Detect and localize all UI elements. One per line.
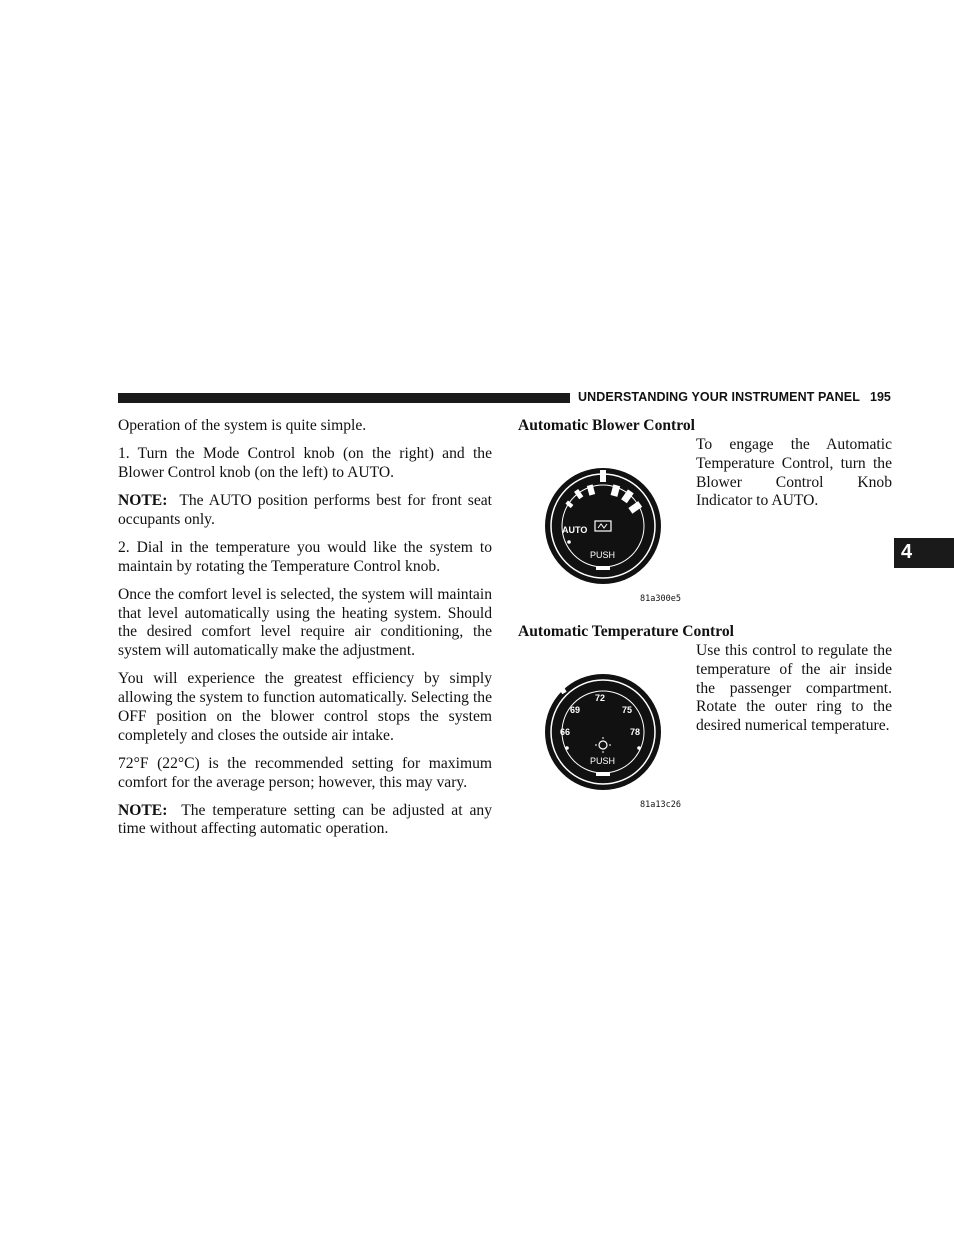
note-auto [118,492,492,530]
left-column [118,417,492,849]
knob-auto-label: AUTO [562,525,588,535]
chapter-tab [894,538,954,568]
note-temperature [118,802,492,840]
dial-label-66: 66 [560,727,571,737]
temperature-heading: Automatic Temperature Control [518,623,734,640]
running-header: UNDERSTANDING YOUR INSTRUMENT PANEL [578,390,860,404]
paragraph-step-2: 2. Dial in the temperature you would like the system to maintain by rotating the Temperature Control knob. [118,538,492,575]
note-text: The temperature setting can be adjusted at any time without affecting automatic operation. [118,801,492,838]
paragraph-intro: Operation of the system is quite simple. [118,417,367,434]
note-label: NOTE: [118,801,168,819]
temperature-text: Use this control to regulate the temperature of the air inside the passenger compartment. Rotate the outer ring to the desired numerical temperature. [696,642,892,735]
knob-push-label: PUSH [590,550,616,560]
note-text: The AUTO position performs best for front seat occupants only. [118,491,492,528]
header-rule [118,393,570,403]
dial-label-69: 69 [570,705,581,715]
blower-heading: Automatic Blower Control [518,417,695,434]
blower-text: To engage the Automatic Temperature Control, turn the Blower Control Knob Indicator to AUTO. [696,436,892,510]
page-number: 195 [870,390,891,404]
dial-label-75: 75 [622,705,633,715]
temperature-knob-figure [540,671,666,793]
dial-label-78: 78 [630,727,641,737]
paragraph-comfort: Once the comfort level is selected, the system will maintain that level automatically using the heating system. Should the desired comfort level require air conditioning, the system will automatically make the adjustment. [118,585,492,660]
dial-label-72: 72 [595,693,606,703]
paragraph-recommended: 72°F (22°C) is the recommended setting for maximum comfort for the average person; however, this may vary. [118,754,492,791]
temperature-figure-code: 81a13c26 [640,800,681,810]
blower-knob-figure [540,465,666,587]
chapter-tab-number: 4 [901,541,913,563]
paragraph-efficiency: You will experience the greatest efficiency by simply allowing the system to function automatically. Selecting the OFF position on the blower control stops the system completely and closes the outside air intake. [118,670,492,744]
blower-figure-code: 81a300e5 [640,594,681,604]
knob-push-label: PUSH [590,756,616,766]
note-label: NOTE: [118,491,168,509]
paragraph-step-1: 1. Turn the Mode Control knob (on the right) and the Blower Control knob (on the left) to AUTO. [118,445,492,481]
